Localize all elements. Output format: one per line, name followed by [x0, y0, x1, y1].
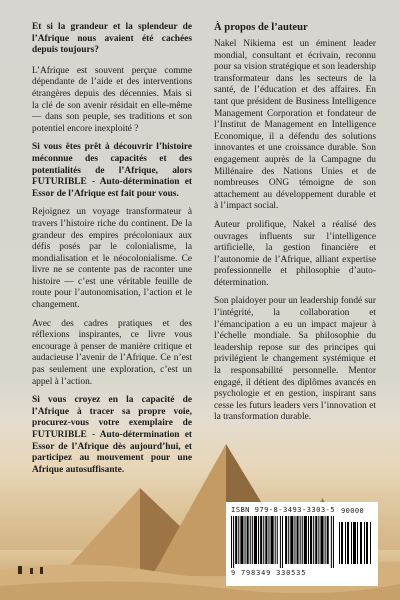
barcode-digits: 9 798349 330535: [231, 569, 307, 577]
isbn-barcode: [226, 502, 378, 586]
price-addon: [339, 507, 373, 568]
synopsis-paragraph-2: Rejoignez un voyage transformateur à travers l’histoire riche du continent. De la grandeur des empires précoloniaux aux défis posés par le colonialisme, la mondialisation et le néocolonialisme. Ce livre ne se contente pas de raconter une histoire — c’est une véritable feuille de route pour l’autonomisation, l’action et le changement.: [32, 207, 192, 311]
pyramid-middle-lit: [152, 444, 226, 576]
addon-bars: [339, 522, 373, 564]
author-paragraph-3: Son plaidoyer pour un leadership fondé sur l’intégrité, la collaboration et l’émancipation a eu un impact majeur à l’échelle mondiale. Sa philosophie du leadership repose sur des principes qui privilégient le changement systémique et la responsabilité personnelle. Mentor engagé, il détient des diplômes avancés en psychologie et en gestion, inspirant sans cesse les futurs leaders vers l’innovation et la transformation durable.: [214, 296, 376, 423]
synopsis-column: [32, 22, 192, 483]
synopsis-call-out-2: Si vous croyez en la capacité de l’Afrique à tracer sa propre voie, procurez-vous votre exemplaire de FUTURIBLE - Auto-détermination et Essor de l’Afrique dès aujourd’hui, et participez au mouvement pour une Afrique autosuffisante.: [32, 395, 192, 475]
synopsis-call-out-1: Si vous êtes prêt à découvrir l’histoire méconnue des capacités et des potentialités de l’Afrique, alors FUTURIBLE - Auto-détermination et Essor de l’Afrique est fait pour vous.: [32, 142, 192, 199]
synopsis-paragraph-1: L’Afrique est souvent perçue comme dépendante de l’aide et des interventions étrangères depuis des décennies. Mais si la clé de son avenir résidait en elle-même — dans son peuple, ses traditions et son potentiel encore inexploité ?: [32, 65, 192, 134]
author-column: [214, 22, 376, 431]
synopsis-paragraph-3: Avec des cadres pratiques et des réflexions inspirantes, ce livre vous encourage à penser de manière critique et audacieuse l’avenir de l’Afrique. Ce n’est pas seulement une exploration, c’est un appel à l’action.: [32, 318, 192, 387]
author-paragraph-2: Auteur prolifique, Nakel a réalisé des ouvrages influents sur l’intelligence artificielle, la gestion financière et l’autonomie de l’Afrique, alliant expertise professionnelle et philosophie d’auto-détermination.: [214, 219, 376, 288]
author-paragraph-1: Nakel Nikiema est un éminent leader mondial, consultant et écrivain, reconnu pour sa vision stratégique et son leadership transformateur dans les secteurs de la santé, de l’éducation et des affaires. En tant que président de Business Intelligence Management Corporation et fondateur de l’Institut de Management en Intelligence Economique, il a défendu des solutions innovantes et une croissance durable. Son engagement auprès de la Campagne du Millénaire des Nations Unies et de nombreuses ONG témoigne de son attachement au développement durable et à l’impact social.: [214, 39, 376, 212]
isbn-text: ISBN 979-8-3493-3303-5: [231, 505, 335, 514]
intro-question: Et si la grandeur et la splendeur de l’Afrique nous avaient été cachées depuis toujours?: [32, 22, 192, 56]
barcode-bars: [231, 516, 335, 568]
author-heading: À propos de l’auteur: [214, 22, 308, 33]
price-code: 90000: [341, 507, 365, 515]
